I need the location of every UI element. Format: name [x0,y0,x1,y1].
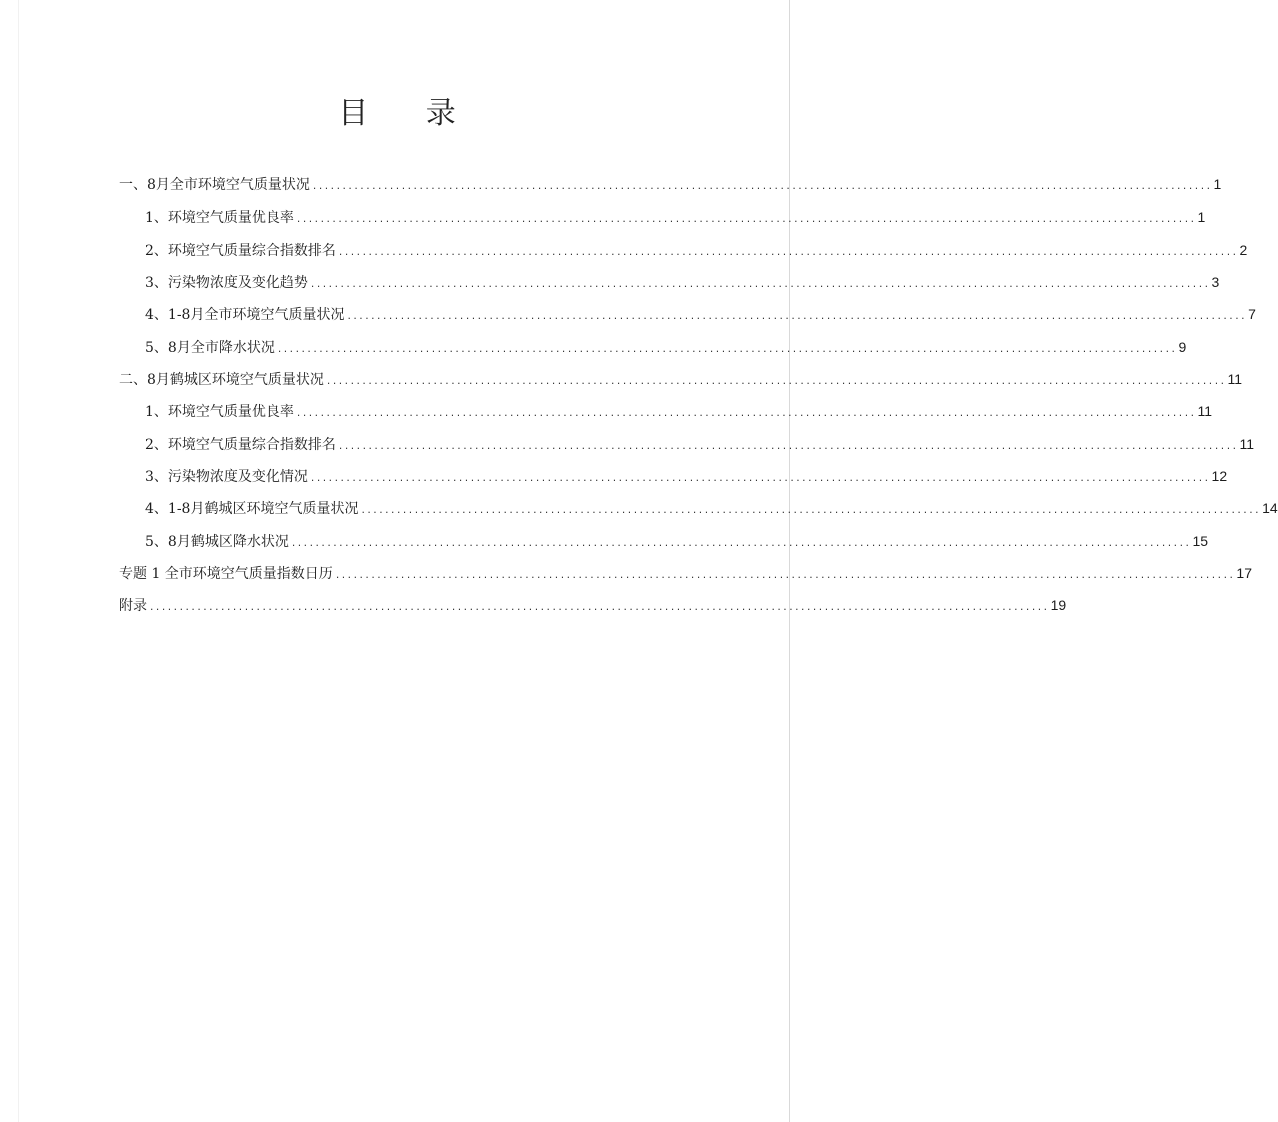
toc-entry-label: 5、8月全市降水状况 [145,340,275,356]
toc-entry-label: 附录 [119,598,147,614]
toc-page-number: 11 [1227,371,1243,387]
toc-entry[interactable] [145,531,1209,551]
toc-page-number: 11 [1197,403,1213,419]
toc-entry-label: 1、环境空气质量优良率 [145,210,294,226]
toc-entry-label: 2、环境空气质量综合指数排名 [145,243,336,259]
toc-page-number: 1 [1197,209,1206,225]
toc-entry-label: 专题 1 全市环境空气质量指数日历 [119,566,333,582]
toc-page-number: 1 [1213,176,1222,192]
scan-edge-right [789,0,790,1122]
toc-entry-label: 2、环境空气质量综合指数排名 [145,437,336,453]
toc-entry[interactable] [145,498,1278,518]
toc-entry[interactable] [145,401,1213,421]
toc-entry[interactable] [119,563,1252,583]
toc-entry-label: 5、8月鹤城区降水状况 [145,534,289,550]
dot-leader: ........................................................................................................................................................ [309,280,1210,290]
toc-entry-label: 1、环境空气质量优良率 [145,404,294,420]
toc-entry[interactable] [145,272,1220,292]
toc-page-number: 12 [1211,468,1228,484]
toc-entry-label: 3、污染物浓度及变化趋势 [145,275,308,291]
toc-entry[interactable] [119,369,1243,389]
toc-page-number: 3 [1211,274,1220,290]
toc-entry[interactable] [145,207,1206,227]
toc-entry[interactable] [145,337,1187,357]
dot-leader: ........................................................................................................................................................ [290,539,1191,549]
toc-title: 目 录 [338,96,480,131]
toc-entry[interactable] [119,174,1222,194]
toc-page-number: 7 [1248,306,1256,322]
dot-leader: ........................................................................................................................................................ [346,312,1247,322]
toc-page-number: 11 [1239,436,1255,452]
toc-entry[interactable] [145,466,1228,486]
dot-leader: ........................................................................................................................................................ [334,571,1235,581]
toc-entry[interactable] [119,595,1067,615]
dot-leader: ........................................................................................................................................................ [311,182,1212,192]
dot-leader: ........................................................................................................................................................ [309,474,1210,484]
toc-page-number: 14 [1262,500,1278,516]
toc-entry-label: 4、1-8月鹤城区环境空气质量状况 [145,501,359,517]
dot-leader: ........................................................................................................................................................ [337,248,1238,258]
toc-page-number: 19 [1050,597,1067,613]
toc-entry[interactable] [145,434,1255,454]
scan-edge-left [18,0,19,1122]
dot-leader: ........................................................................................................................................................ [325,377,1226,387]
toc-page-number: 15 [1192,533,1209,549]
toc-entry[interactable] [145,240,1248,260]
toc-entry[interactable] [145,304,1256,324]
toc-page-number: 2 [1239,242,1248,258]
toc-entry-label: 3、污染物浓度及变化情况 [145,469,308,485]
dot-leader: ........................................................................................................................................................ [337,442,1238,452]
dot-leader: ........................................................................................................................................................ [276,345,1177,355]
toc-entry-label: 一、8月全市环境空气质量状况 [119,177,310,193]
toc-page-number: 9 [1178,339,1187,355]
toc-entry-label: 二、8月鹤城区环境空气质量状况 [119,372,324,388]
dot-leader: ........................................................................................................................................................ [149,603,1049,613]
dot-leader: ........................................................................................................................................................ [295,409,1196,419]
dot-leader: ........................................................................................................................................................ [360,506,1261,516]
toc-page-number: 17 [1236,565,1252,581]
dot-leader: ........................................................................................................................................................ [295,215,1196,225]
toc-entry-label: 4、1-8月全市环境空气质量状况 [145,307,345,323]
